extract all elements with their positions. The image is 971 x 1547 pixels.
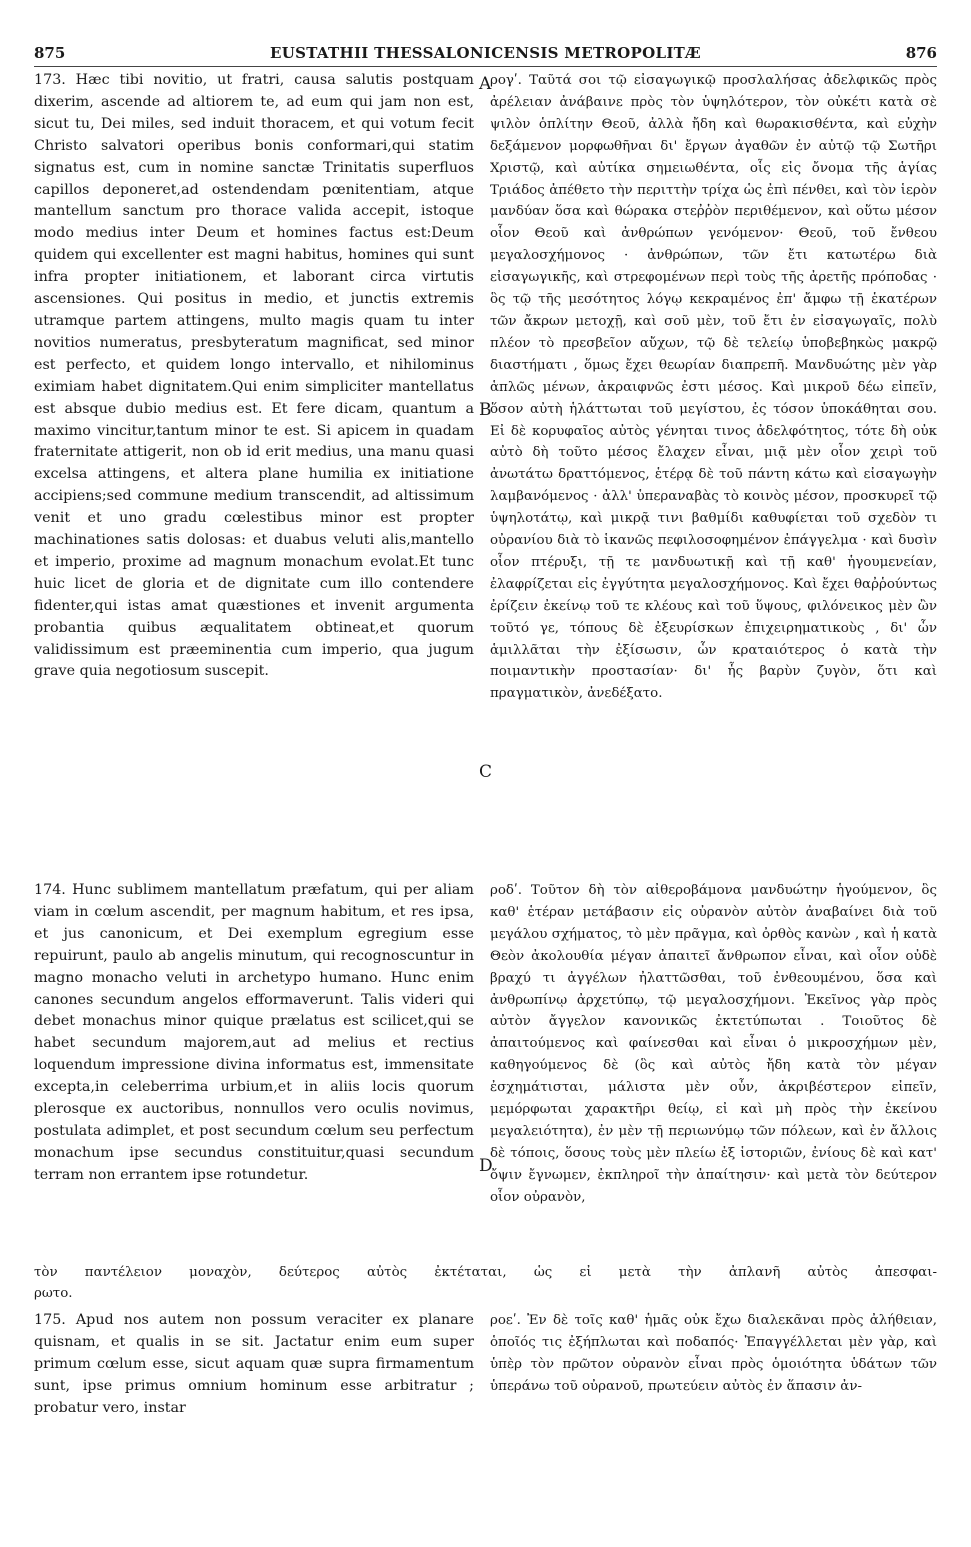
greek-paragraph-175 <box>490 1310 937 1420</box>
greek-174-text: ροδʹ. Τοῦτον δὴ τὸν αἰθεροβάμονα μανδυώτην ἡγούμενον, ὃς καθ' ἑτέραν μετάβασιν εἰς οὐρανὸν αὐτὸν ἀναβαίνει διὰ τοῦ μεγάλου σχήματος, τὸ μὲν πρᾶγμα, καὶ ὀρθὸς κανὼν , καὶ ἡ κατὰ Θεὸν ἀκολουθία μέγαν ἀπαιτεῖ ἄνθρωπον εἶναι, καὶ οἷον οὐδὲ βραχύ τι ἀγγέλων ἠλαττῶσθαι, τοῦ ἐνθεουμένου, ὅσα καὶ ἀνθρωπίνῳ ἀρχετύπῳ, τῷ μεγαλοσχήμονι. Ἐκεῖνος γὰρ πρὸς αὐτὸν ἄγγελον κανονικῶς ἐκτετύπωται . Τοιοῦτος δὲ ἀπαιτούμενος καὶ φαίνεσθαι καὶ εἶναι ὁ μικροσχήμων μὲν, καθηγούμενος δὲ (ὃς καὶ αὐτὸς ἤδη κατὰ τὸν μέγαν ἐσχημάτισται, μάλιστα μὲν οὖν, ἀκριβέστερον εἰπεῖν, μεμόρφωται χαρακτῆρι θείῳ, εἰ καὶ μὴ πρὸς τὴν ἐκείνου μεγαλειότητα), ἐν μὲν τῇ περιωνύμῳ τῶν πόλεων, καὶ ἐν ἄλλοις δὲ τόποις, ὅσους τοὺς μὲν πλείω ἐξ ἱστοριῶν, ἐνίους δὲ καὶ κατ' ὄψιν ἔγνωμεν, ἐκπληροῖ τὴν ἀπαίτησιν· καὶ μετὰ τὸν δεύτερον οἷον οὐρανὸν, <box>490 883 937 1205</box>
continuation-line-2: ρωτο. <box>34 1286 73 1301</box>
latin-173-text: 173. Hæc tibi novitio, ut fratri, causa salutis postquam dixerim, ascende ad altiorem te, ad eum qui jam non est, sicut tu, Dei miles, sed induit thoracem, et qui votum fecit Christo salvatori operibus bonis conformari,qui statim signatus est, cum in nomine sanctæ Trinitatis superfluos capillos deponeret,ad ostendendam pœnitentiam, atque mantellum sanctum pro thorace valida accepit, istoque modo medius inter Deum et homines factus est:Deum quidem qui excellenter est magni habitus, homines qui sunt infra propter initiationem, et laborant circa virtutis ascensiones. Qui positus in medio, et junctis extremis utramque partem attingens, multo magis quam tu inter novitios numeratus, presbyteratum magnificat, sed minor est perfecto, et quidem longo intervallo, et nihilominus eximiam habet dignitatem.Qui enim simpliciter mantellatus est absque dubio medius est. Et fere dicam, quantum a maximo vincitur,tantum minor te est. Si apicem in quadam fraternitate attigerit, non ob id erit medius, una manu quasi excelsa attingens, et altera plane humilia ex initiatione accipiens;sed commune medium transcendit, ad altissimum venit et uno gradu cœlestibus minor est propter machinationes satis dolosas: et duabus veluti alis,mantello et imperio, proxime ad magnum monachum evolat.Et tunc huic licet de gloria et de dignitate cum illo contendere fidenter,qui istas amat quæstiones et invenit argumenta probantia quibus æqualitatem obtineat,et quorum validissimum est præeminentia cum imperio, qua jugum grave quia negotiosum suscepit. <box>34 72 474 680</box>
latin-paragraph-173 <box>34 70 474 788</box>
section-marker-a: A <box>479 74 492 94</box>
page-number-left: 875 <box>34 44 66 62</box>
greek-paragraph-173 <box>490 70 937 855</box>
running-title: EUSTATHII THESSALONICENSIS METROPOLITÆ <box>270 44 701 62</box>
section-marker-d: D <box>479 1156 493 1176</box>
continuation-line-1: τὸν παντέλειον μοναχὸν, δεύτερος αὐτὸς ἐκτέταται, ὡς εἰ μετὰ τὴν ἀπλανῆ αὐτὸς ἀπεσφαι- <box>34 1265 937 1280</box>
latin-paragraph-175 <box>34 1310 474 1420</box>
greek-175-text: ροεʹ. Ἐν δὲ τοῖς καθ' ἡμᾶς οὐκ ἔχω διαλεκᾶναι πρὸς ἀλήθειαν, ὁποῖός τις ἐξήπλωται καὶ ποδαπός· Ἐπαγγέλλεται μὲν γὰρ, καὶ ὑπὲρ τὸν πρῶτον οὐρανὸν εἶναι πρὸς ὁμοιότητα ὑδάτων τῶν ὑπεράνω τοῦ οὐρανοῦ, πρωτεύειν αὐτὸς ἐν ἅπασιν ἀν- <box>490 1313 937 1394</box>
greek-173-text: ρογʹ. Ταῦτά σοι τῷ εἰσαγωγικῷ προσλαλήσας ἀδελφικῶς πρὸς ἀρέλειαν ἀνάβαινε πρὸς τὸν ὑψηλότερον, τὸν οὐκέτι κατὰ σὲ ψιλὸν ὁπλίτην Θεοῦ, ἀλλὰ ἤδη καὶ θωρακισθέντα, καὶ εὐχὴν δεξάμενον μορφωθῆναι δι' ἔργων ἀγαθῶν ἐν αὐτῷ τῷ Σωτῆρι Χριστῷ, καὶ αὐτίκα σημειωθέντα, οἷς εἰς ὄνομα τῆς ἁγίας Τριάδος ἀπέθετο τὴν περιττὴν τρίχα ὡς ἐπὶ πένθει, καὶ τὸν ἱερὸν μανδύαν ὅσα καὶ θώρακα στεῤῥὸν περιθέμενον, καὶ οὕτω μέσον οἷον Θεοῦ καὶ ἀνθρώπων γενόμενον· Θεοῦ, τοῦ ἔνθεου μεγαλοσχήμονος · ἀνθρώπων, τῶν ἔτι κατωτέρω διὰ εἰσαγωγικῆς, καὶ στρεφομένων περὶ τοὺς τῆς ἀρετῆς πρόποδας · ὃς τῷ τῆς μεσότητος λόγῳ κεκραμένος ἐπ' ἄμφω τῇ ἑκατέρων τῶν ἄκρων μετοχῇ, καὶ σοῦ μὲν, τοῦ ἔτι ἐν εἰσαγωγαῖς, πολὺ πλέον τὸ πρεσβεῖον αὔχων, τῷ δὲ τελείῳ ὑποβεβηκὼς μακρῷ διαστήματι , ὅμως ἔχει θεωρίαν διαπρεπῆ. Μανδυώτης μὲν γὰρ ἁπλῶς μένων, ἀκραιφνῶς ἐστι μέσος. Καὶ μικροῦ δέω εἰπεῖν, ὅσον αὐτὴ ἡλάττωται τοῦ μεγίστου, ἐς τόσον ὑποκάθηται σου. Εἰ δὲ κορυφαῖος αὐτὸς γένηται τινος ἀδελφότητος, τότε δὴ οὐκ αὐτὸ δὴ τοῦτο μέσος ἔλαχεν εἶναι, μιᾷ μὲν οἷον χειρὶ τοῦ ἀνωτάτω δραττόμενος, ἑτέρᾳ δὲ τοῦ πάντη κάτω καὶ εἰσαγωγὴν λαμβανόμενος · ἀλλ' ὑπεραναβὰς τὸ κοινὸς μέσον, προσκυρεῖ τῷ ὑψηλοτάτῳ, καὶ μικρᾷ τινι βαθμίδι καθυφίεται τοῦ σχεδὸν τι οὐρανίου διὰ τὸ ἱκανῶς πεφιλοσοφημένον ἐπάγγελμα · καὶ δυσὶν οἷον πτέρυξι, τῇ τε μανδυωτικῇ καὶ τῇ καθ' ἡγουμενείαν, ἐλαφρίζεται εἰς ἐγγύτητα μεγαλοσχήμονος. Καὶ ἔχει θαῤῥούντως ἐρίζειν ἐκείνῳ τοῦ τε κλέους καὶ τοῦ ὕψους, φιλόνεικος μὲν ὢν τοῦτό γε, τόπους δὲ ἐξευρίσκων ἐπιχειρηματικοὺς , δι' ὧν ἁμιλλᾶται τὴν ἐξίσωσιν, ὧν κραταιότερος ὁ κατὰ τὴν ποιμαντικὴν προστασίαν· δι' ἧς βαρὺν ζυγὸν, ὅτι καὶ πραγματικὸν, ἀνεδέξατο. <box>490 73 937 702</box>
latin-175-text: 175. Apud nos autem non possum veraciter ex planare quisnam, et qualis in se sit. Jactatur enim eum super primum cœlum esse, sicut aquam quæ supra firmamentum sunt, ipse primus omnium hominum esse arbitratur ; probatur vero, instar <box>34 1312 474 1416</box>
fullwidth-continuation <box>34 1262 937 1306</box>
latin-paragraph-174 <box>34 880 474 1260</box>
greek-paragraph-174 <box>490 880 937 1260</box>
section-marker-c: C <box>479 762 493 782</box>
section-marker-b: B <box>479 400 492 420</box>
running-header <box>34 44 937 64</box>
latin-174-text: 174. Hunc sublimem mantellatum præfatum, qui per aliam viam in cœlum ascendit, per magnum habitum, et res ipsa, et jus canonicum, et Dei exemplum egregium esse repuirunt, paulo ab angelis minutum, qui recognoscuntur in magno monacho veluti in archetypo humano. Hunc enim canones secundum angelos efformaverunt. Talis videri qui debet monachus minor quique prælatus est scilicet,qui se habet secundum majorem,aut ad melius et rectius loquendum impressione divina informatus est, immensitate excepta,in celeberrima urbium,et in aliis locis quorum plerosque ex auctoribus, nonnullos vero oculis novimus, postulata adimplet, et post secundum cœlum seu perfectum monachum ipse secundus constituitur,quasi secundum terram non errantem ipse rotundetur. <box>34 882 474 1183</box>
header-rule <box>34 66 937 67</box>
page-number-right: 876 <box>905 44 937 62</box>
